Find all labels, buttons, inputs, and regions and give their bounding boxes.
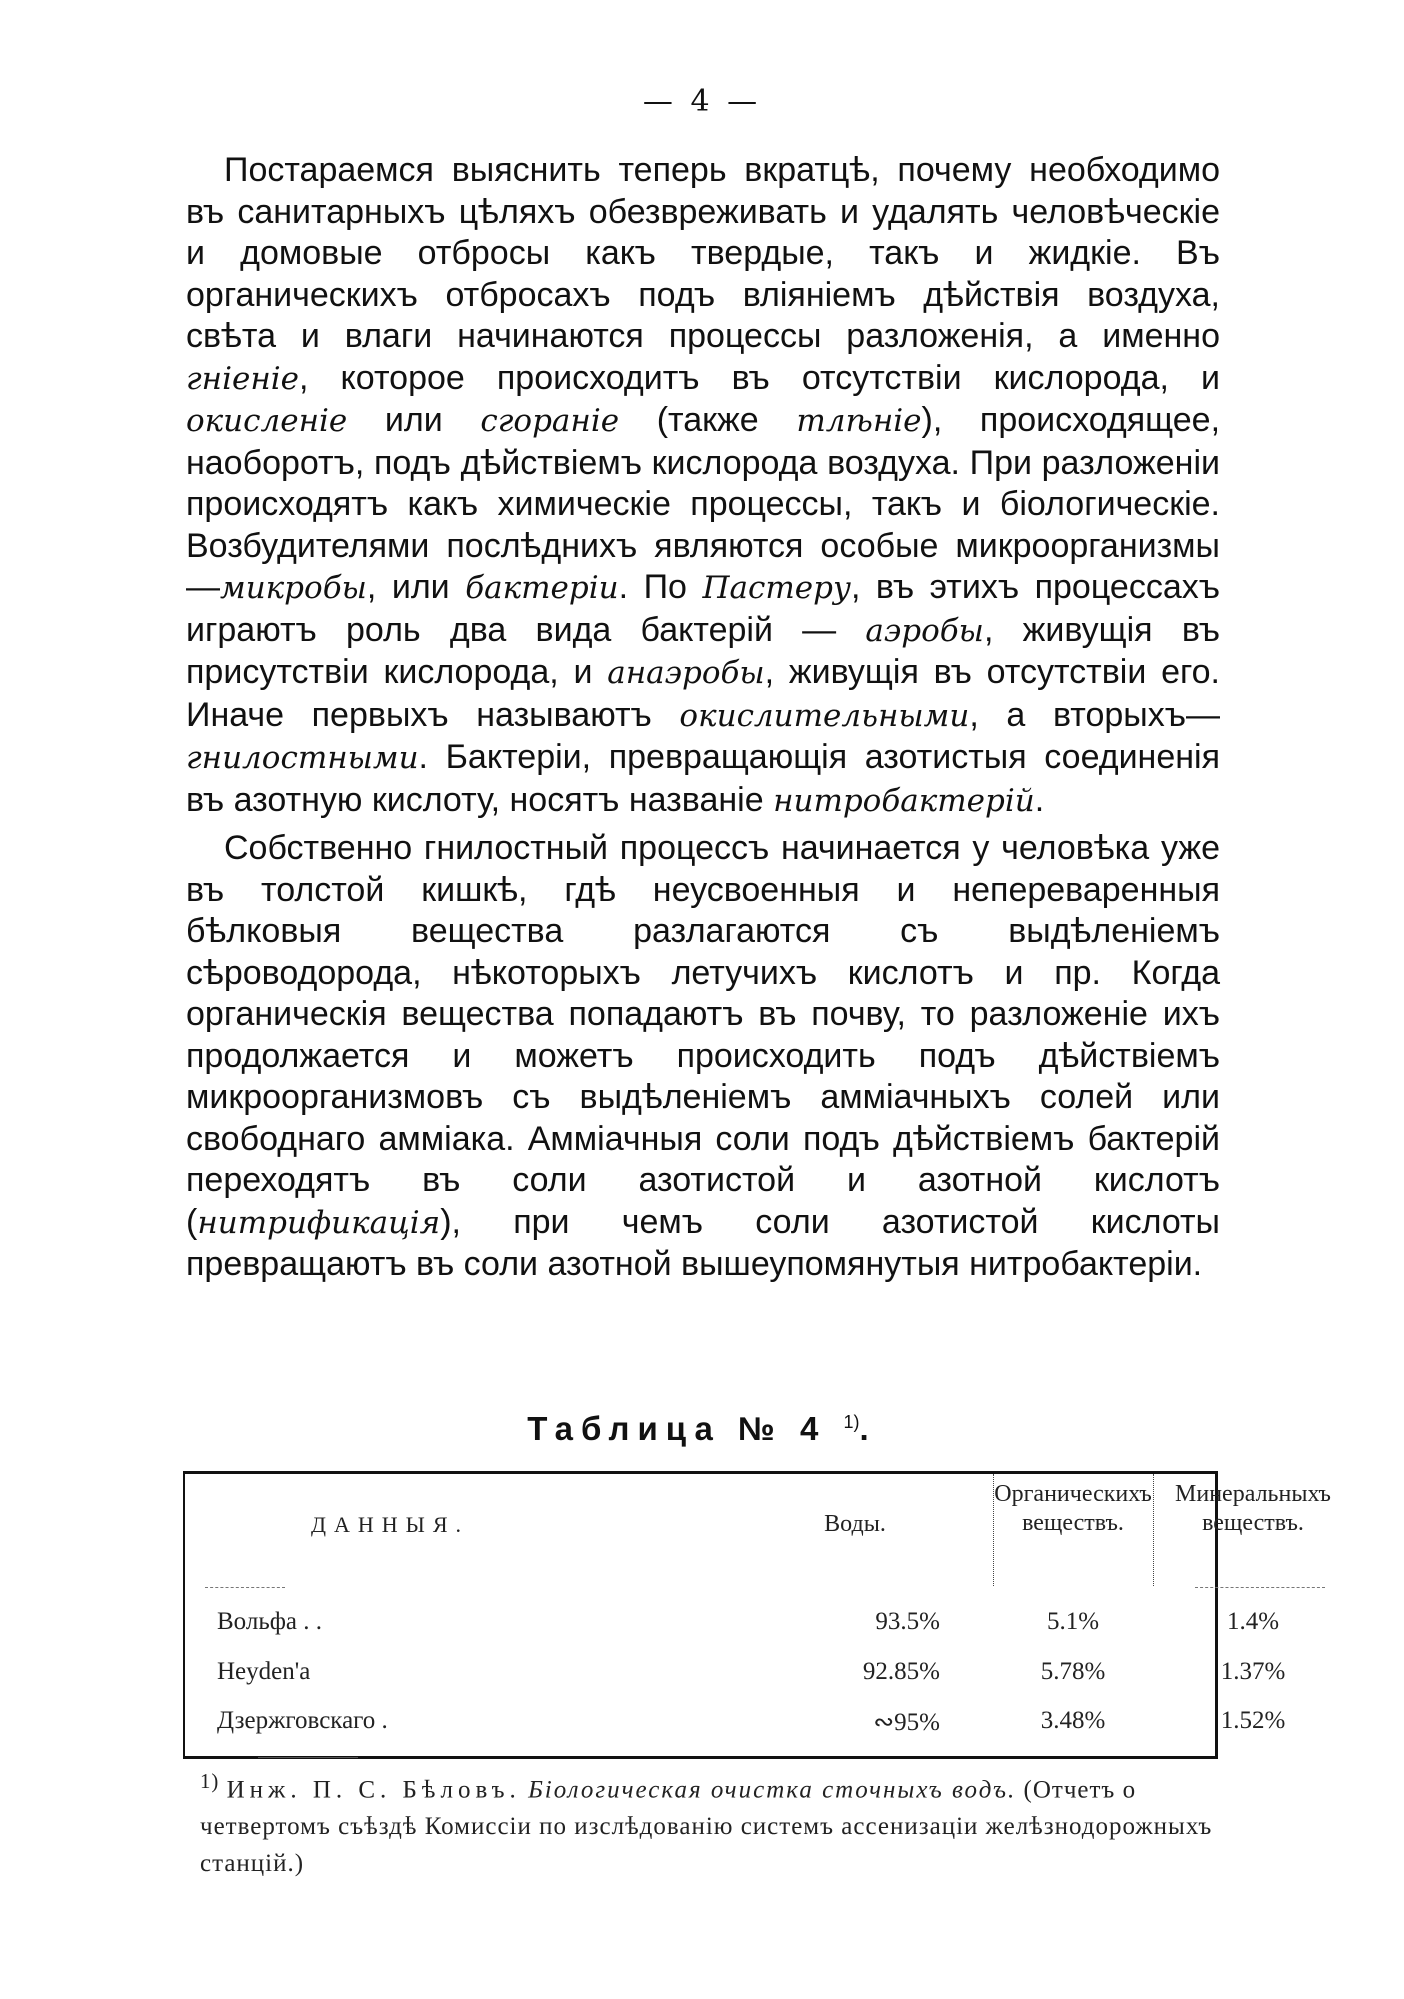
footnote-title: Біологическая очистка сточныхъ водъ. — [528, 1776, 1017, 1804]
table-title: Таблица № 4 $^{1)}$. — [527, 1410, 877, 1447]
text-run: . По — [618, 568, 703, 606]
row-name: Heyden'a — [217, 1658, 311, 1685]
row-organic: 3.48% — [1040, 1707, 1106, 1734]
header-organic: Органическихъ веществъ. — [994, 1481, 1152, 1536]
row-water: 93.5% — [875, 1608, 940, 1635]
body-text — [186, 150, 1220, 1286]
text-run: , которое происходитъ въ отсутствіи кислорода, и — [299, 358, 1220, 397]
italic-term: тлѣніе — [796, 403, 922, 439]
row-name: Дзержговскаго . — [217, 1707, 388, 1734]
italic-term: Пастеру — [702, 570, 851, 606]
header-mineral: Минеральныхъ веществъ. — [1175, 1481, 1331, 1536]
italic-term: окислительными — [679, 697, 970, 734]
header-rule — [205, 1587, 285, 1588]
italic-term: микробы — [220, 570, 367, 606]
table-row — [185, 1707, 1286, 1747]
text-run: , въ этихъ процессахъ играютъ роль два вида бактерій — — [186, 568, 1220, 649]
header-data: ДАННЫЯ. — [310, 1512, 470, 1537]
row-mineral: 1.52% — [1220, 1707, 1286, 1734]
header-rule — [1195, 1587, 1325, 1588]
text-run: (также — [619, 401, 797, 439]
row-water: 92.85% — [862, 1658, 940, 1685]
italic-term: гніеніе — [186, 360, 300, 397]
footnote-marker: 1) — [200, 1769, 220, 1793]
footnote-author: Инж. П. С. Бѣловъ. — [226, 1776, 521, 1804]
paragraph-1 — [186, 150, 1220, 822]
footnote — [200, 1763, 1220, 1882]
text-run: , или — [366, 568, 466, 606]
data-table — [183, 1471, 1331, 1759]
row-mineral: 1.37% — [1220, 1658, 1286, 1685]
table-row — [185, 1608, 1280, 1648]
row-organic: 5.1% — [1046, 1608, 1100, 1635]
text-run: ), при чемъ соли азотистой кислоты превращаютъ въ соли азотной вышеупомянутыя нитробактеріи. — [186, 1202, 1220, 1283]
italic-term: аэробы — [865, 612, 984, 649]
italic-term: сгораніе — [480, 403, 620, 439]
italic-term: нитробактерій — [773, 782, 1035, 819]
italic-term: бактеріи — [465, 570, 619, 606]
text-run: Постараемся выяснить теперь вкратцѣ, почему необходимо въ санитарныхъ цѣляхъ обезвреживать и удалять человѣческіе и домовые отбросы какъ твердые, такъ и жидкіе. Въ органическихъ отбросахъ подъ вліяніемъ дѣйствія воздуха, свѣта и влаги начинаются процессы разложенія, а именно — [186, 151, 1220, 355]
text-run: . — [1034, 780, 1045, 819]
table-row — [185, 1658, 1286, 1698]
table-title-text: Таблица № 4 — [527, 1410, 827, 1447]
text-run: ), происходящее, наоборотъ, подъ дѣйствіемъ кислорода воздуха. При разложеніи происходятъ какъ химическіе процессы, такъ и біологическіе. Возбудителями послѣднихъ являются особые микроорганизмы— — [186, 401, 1221, 606]
italic-term: анаэробы — [607, 655, 765, 691]
footnote-rule — [258, 1757, 358, 1758]
italic-term: нитрификація — [197, 1204, 441, 1241]
text-run: или — [347, 401, 481, 439]
text-run: , живущія въ отсутствіи его. Иначе первыхъ называютъ — [186, 653, 1220, 734]
header-water: Воды. — [824, 1511, 886, 1537]
text-run: , живущія въ присутствіи кислорода, и — [186, 610, 1221, 691]
italic-term: окисленіе — [186, 403, 348, 439]
text-run: Собственно гнилостный процессъ начинается у человѣка уже въ толстой кишкѣ, гдѣ неусвоенныя и непереваренныя бѣлковыя вещества разлагаются съ выдѣленіемъ сѣроводорода, нѣкоторыхъ летучихъ кислотъ и пр. Когда органическія вещества попадаютъ въ почву, то разложеніе ихъ продолжается и можетъ происходить подъ дѣйствіемъ микроорганизмовъ съ выдѣленіемъ амміачныхъ солей или свободнаго амміака. Амміачныя соли подъ дѣйствіемъ бактерій переходятъ въ соли азотистой и азотной кислотъ ( — [186, 829, 1220, 1241]
row-water: ∾95% — [873, 1709, 940, 1736]
row-organic: 5.78% — [1040, 1658, 1106, 1685]
text-run: . Бактеріи, превращающія азотистыя соединенія въ азотную кислоту, носятъ названіе — [186, 738, 1220, 819]
table-title-footnote-mark: 1) — [843, 1412, 860, 1432]
footnote-source: (Отчетъ о четвертомъ съѣздѣ Комиссіи по изслѣдованію системъ ассенизаціи желѣзнодорожныхъ станцій.) — [200, 1776, 1213, 1878]
row-name: Вольфа . . — [217, 1608, 323, 1635]
text-run: , а вторыхъ— — [969, 695, 1220, 734]
italic-term: гнилостными — [186, 740, 419, 776]
paragraph-2 — [186, 828, 1220, 1286]
row-mineral: 1.4% — [1226, 1608, 1280, 1635]
page-number: — 4 — — [642, 84, 762, 119]
